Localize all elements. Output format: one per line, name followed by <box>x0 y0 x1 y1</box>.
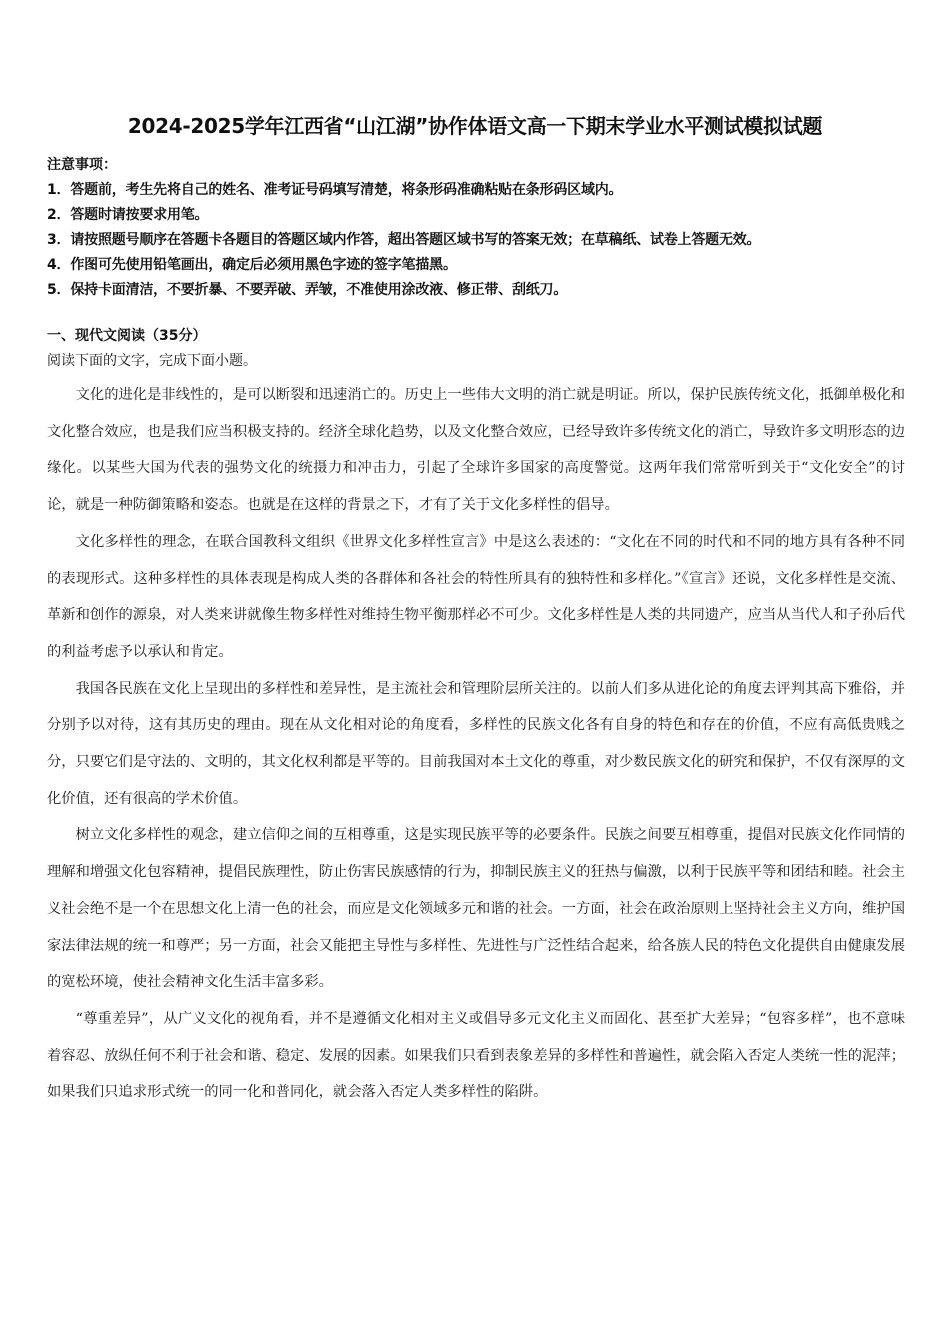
passage-paragraph: 文化的进化是非线性的，是可以断裂和迅速消亡的。历史上一些伟大文明的消亡就是明证。所以，保护民族传统文化，抵御单极化和文化整合效应，也是我们应当积极支持的。经济全球化趋势，以及文化整合效应，已经导致许多传统文化的消亡，导致许多文明形态的边缘化。以某些大国为代表的强势文化的统摄力和冲击力，引起了全球许多国家的高度警觉。这两年我们常常听到关于“文化安全”的讨论，就是一种防御策略和姿态。也就是在这样的背景之下，才有了关于文化多样性的倡导。 <box>47 387 905 514</box>
note-item: 1．答题前，考生先将自己的姓名、准考证号码填写清楚，将条形码准确粘贴在条形码区域内。 <box>47 182 623 198</box>
note-item: 5．保持卡面清洁，不要折暴、不要弄破、弄皱，不准使用涂改液、修正带、刮纸刀。 <box>47 282 568 298</box>
passage-paragraph: 文化多样性的理念，在联合国教科文组织《世界文化多样性宣言》中是这么表述的：“文化在不同的时代和不同的地方具有各种不同的表现形式。这种多样性的具体表现是构成人类的各群体和各社会的特性所具有的独特性和多样化。”《宣言》还说，文化多样性是交流、革新和创作的源泉，对人类来讲就像生物多样性对维持生物平衡那样必不可少。文化多样性是人类的共同遗产，应当从当代人和子孙后代的利益考虑予以承认和肯定。 <box>47 533 905 660</box>
note-item: 3．请按照题号顺序在答题卡各题目的答题区域内作答，超出答题区域书写的答案无效；在草稿纸、试卷上答题无效。 <box>47 232 761 248</box>
passage-paragraph: “尊重差异”，从广义文化的视角看，并不是遵循文化相对主义或倡导多元文化主义而固化、甚至扩大差异；“包容多样”，也不意味着容忍、放纵任何不利于社会和谐、稳定、发展的因素。如果我们只看到表象差异的多样性和普遍性，就会陷入否定人类统一性的泥萍；如果我们只追求形式统一的同一化和普同化，就会落入否定人类多样性的陷阱。 <box>47 1010 905 1101</box>
note-item: 4．作图可先使用铅笔画出，确定后必须用黑色字迹的签字笔描黑。 <box>47 257 457 273</box>
section-intro: 阅读下面的文字，完成下面小题。 <box>47 353 257 369</box>
section-heading: 一、现代文阅读（35分） <box>47 328 207 344</box>
notes-heading: 注意事项： <box>47 157 117 173</box>
passage-paragraph: 树立文化多样性的观念，建立信仰之间的互相尊重，这是实现民族平等的必要条件。民族之间要互相尊重，提倡对民族文化作同情的理解和增强文化包容精神，提倡民族理性，防止伤害民族感情的行为，抑制民族主义的狂热与偏激，以利于民族平等和团结和睦。社会主义社会绝不是一个在思想文化上清一色的社会，而应是文化领域多元和谐的社会。一方面，社会在政治原则上坚持社会主义方向，维护国家法律法规的统一和尊严；另一方面，社会又能把主导性与多样性、先进性与广泛性结合起来，给各族人民的特色文化提供自由健康发展的宽松环境，使社会精神文化生活丰富多彩。 <box>47 827 905 991</box>
notes-block <box>47 153 917 303</box>
note-item: 2．答题时请按要求用笔。 <box>47 207 209 223</box>
exam-title: 2024-2025学年江西省“山江湖”协作体语文高一下期末学业水平测试模拟试题 <box>127 114 823 138</box>
passage-paragraph: 我国各民族在文化上呈现出的多样性和差异性，是主流社会和管理阶层所关注的。以前人们多从进化论的角度去评判其高下雅俗，并分别予以对待，这有其历史的理由。现在从文化相对论的角度看，多样性的民族文化各有自身的特色和存在的价值，不应有高低贵贱之分，只要它们是守法的、文明的，其文化权利都是平等的。目前我国对本土文化的尊重，对少数民族文化的研究和保护，不仅有深厚的文化价值，还有很高的学术价值。 <box>47 680 905 807</box>
reading-passage <box>47 377 905 1111</box>
